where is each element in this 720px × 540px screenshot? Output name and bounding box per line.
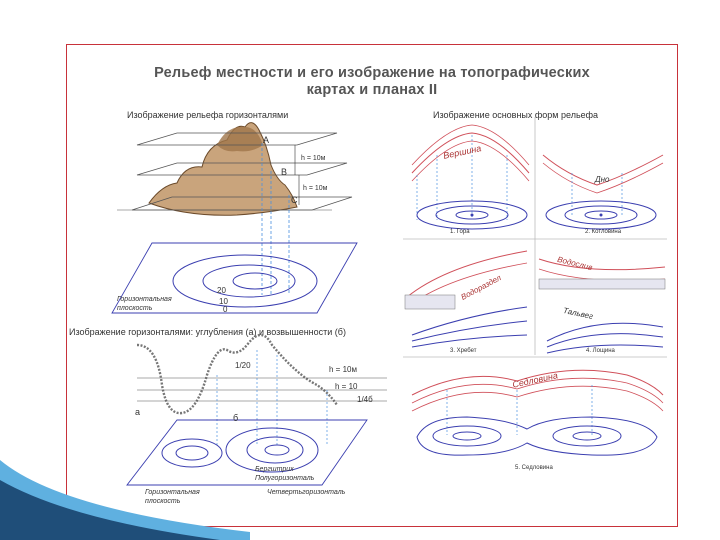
basin-word: Дно (595, 175, 610, 184)
hollow-caption: 4. Лощина (586, 348, 615, 354)
ridge-word: Водораздел (459, 273, 503, 302)
heading-mid: Изображение горизонталями: углубления (а) и возвышенности (б) (69, 327, 346, 337)
ridge-caption: 3. Хребет (450, 348, 477, 354)
hill-plane-label: Горизонтальная плоскость (117, 296, 172, 312)
dep-frac-label: 1/4б (357, 395, 373, 404)
hill-h1-label: h = 10м (301, 155, 326, 162)
contour-label-10: 10 (219, 297, 228, 306)
mountain-word: Вершина (442, 143, 483, 161)
contour-label-20: 20 (217, 286, 226, 295)
dep-b-label: б (233, 413, 239, 423)
dep-a-label: а (135, 407, 141, 417)
hill-point-b: B (281, 167, 288, 177)
dep-berg-label: Бергштрих (255, 466, 294, 473)
hollow-word: Водослив (556, 254, 594, 273)
hollow-word-2: Тальвег (562, 305, 594, 322)
hill-h2-label: h = 10м (303, 185, 328, 192)
contour-label-0: 0 (223, 305, 228, 314)
title-line-1: Рельеф местности и его изображение на топографических (154, 65, 590, 81)
dep-quarter-label: Четвертьгоризонталь (267, 489, 346, 496)
hill-point-a: A (263, 135, 270, 145)
dep-scale-label: 1/20 (235, 361, 251, 370)
hill-point-c: C (291, 195, 298, 205)
heading-right: Изображение основных форм рельефа (433, 110, 599, 120)
basin-caption: 2. Котловина (585, 229, 622, 235)
dep-half-label: Полугоризонталь (255, 475, 315, 482)
title-line-2: картах и планах II (306, 82, 438, 98)
dep-h2-label: h = 10 (335, 382, 358, 391)
heading-left: Изображение рельефа горизонталями (127, 110, 289, 120)
saddle-word: Седловина (511, 370, 559, 390)
saddle-caption: 5. Седловина (515, 465, 553, 471)
corner-swoosh-decoration (0, 440, 250, 540)
profile-curve (137, 335, 337, 413)
dep-h1-label: h = 10м (329, 365, 357, 374)
dep-plane-label: Горизонтальная плоскость (145, 489, 200, 505)
mountain-caption: 1. Гора (450, 229, 470, 235)
